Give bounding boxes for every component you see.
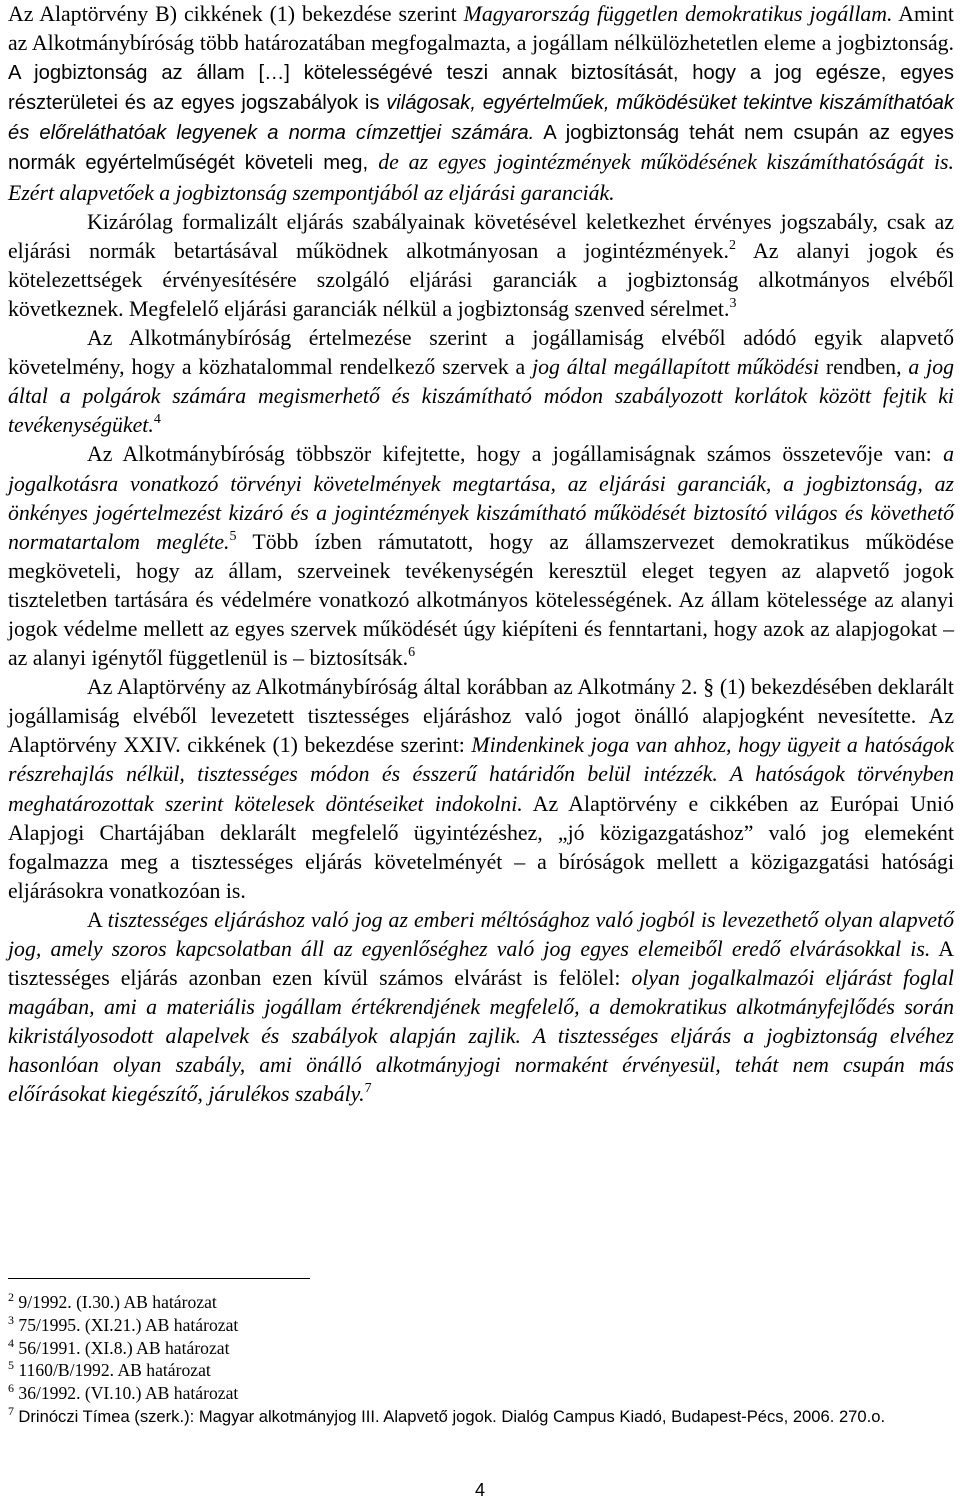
text-run: Kizárólag formalizált eljárás szabályainak követésével keletkezhet érvényes jogszabály, csak az eljárási normák betartásával működnek alkotmányosan a jogintézmények. [8,209,954,263]
footnote-ref: 2 [729,237,736,253]
text-run: A jogbiztonság az állam […] kötelességévé teszi annak biztosítását, hogy a jog egésze, egyes részterületei és az egyes jogszabályok is [8,62,954,115]
text-run: Az Alkotmánybíróság többször kifejtette, hogy a jogállamiságnak számos összetevője van: [87,442,944,467]
footnote-number: 6 [8,1381,14,1396]
footnote [8,1359,954,1382]
text-run: világosak, egyértelműek, működésüket tekintve kiszámíthatóak és előreláthatóak legyenek a norma címzettjei számára. [8,92,954,145]
footnote-ref: 6 [408,645,416,661]
paragraph-2 [8,208,954,324]
paragraph-4 [8,440,954,673]
paragraph-1 [8,0,954,208]
paragraph-5 [8,673,954,906]
footnote-number: 3 [8,1312,14,1327]
paragraph-6 [8,906,954,1110]
footnote-text: 56/1991. (XI.8.) AB határozat [18,1337,230,1358]
footnote-ref: 4 [153,412,161,428]
text-run: Magyarország független demokratikus jogállam. [463,2,893,26]
footnote-number: 2 [8,1290,14,1304]
footnote-ref: 3 [729,295,737,311]
text-run: Az Alaptörvény e cikkében az Európai Unió Alapjogi Chartájában deklarált megfelelő ügyintézéshez, „jó közigazgatáshoz” való jog elemeként fogalmazza meg a tisztességes eljárás követelményét – a bíróságok mellett a közigazgatási hatósági eljárásokra vonatkozóan is. [8,791,954,903]
text-run: rendben, [819,355,909,380]
text-run: de az egyes jogintézmények működésének kiszámíthatóságát is. Ezért alapvetőek a jogbiztonság szempontjából az eljárási garanciák. [8,150,954,205]
footnote-number: 7 [8,1403,14,1418]
footnote [8,1405,954,1429]
footnote-number: 5 [8,1358,14,1373]
footnote-separator [8,1278,310,1279]
footnote [8,1291,954,1314]
footnote-text: 1160/B/1992. AB határozat [18,1360,211,1381]
text-run: olyan jogalkalmazói eljárást foglal magában, ami a materiális jogállam értékrendjének megfelelő, a demokratikus alkotmányfejlődés során kikristályosodott alapelvek és szabályok alapján zajlik. A tisztességes eljárás a jogbiztonság elvéhez hasonlóan olyan szabály, ami önálló alkotmányjogi normaként érvényesül, tehát nem csupán más előírásokat kiegészítő, járulékos szabály. [8,966,954,1107]
text-run: Az alanyi jogok és kötelezettségek érvényesítésére szolgáló eljárási garanciák a jogbiztonság alkotmányos elvéből következnek. Megfelelő eljárási garanciák nélkül a jogbiztonság szenved sérelmet. [8,238,954,321]
document-body [8,0,954,1110]
footnote-text: 9/1992. (I.30.) AB határozat [18,1292,217,1312]
text-run: Több ízben rámutatott, hogy az államszervezet demokratikus működése megköveteli, hogy az állam, szerveinek tevékenységén keresztül eleget tegyen az alapvető jogok tiszteletben tartására és védelmére vonatkozó alkotmányos kötelességének. Az állam kötelessége az alanyi jogok védelme mellett az egyes szervek működését úgy kiépíteni és fenntartani, hogy azok az alapjogokat – az alanyi igénytől függetlenül is – biztosítsák. [8,529,954,671]
footnote [8,1382,954,1405]
footnote [8,1337,954,1360]
text-run: A tisztességes eljárás azonban ezen kívül számos elvárást is felölel: [8,937,954,991]
text-run: Az Alaptörvény az Alkotmánybíróság által korábban az Alkotmány 2. § (1) bekezdésében deklarált jogállamiság elvéből levezetett tisztességes eljáráshoz való jogot önálló alapjogként nevesítette. Az Alaptörvény XXIV. cikkének (1) bekezdése szerint: [8,675,954,758]
footnote-text: 36/1992. (VI.10.) AB határozat [18,1383,239,1404]
footnotes [8,1291,954,1429]
footnote-text: 75/1995. (XI.21.) AB határozat [18,1314,239,1335]
text-run: jog által megállapított működési [532,355,820,380]
page-number: 4 [474,1480,485,1500]
text-run: Az Alkotmánybíróság értelmezése szerint a jogállamiság elvéből adódó egyik alapvető követelmény, hogy a közhatalommal rendelkező szervek a [8,326,954,380]
paragraph-3 [8,324,954,440]
footnote-text: Drinóczi Tímea (szerk.): Magyar alkotmányjog III. Alapvető jogok. Dialóg Campus Kiadó, Budapest-Pécs, 2006. 270.o. [18,1406,886,1426]
text-run: A jogbiztonság tehát nem csupán az egyes normák egyértelműségét követeli meg, [8,122,955,175]
text-run: Az Alaptörvény B) cikkének (1) bekezdése szerint [8,2,464,26]
text-run: tisztességes eljáráshoz való jog az emberi méltósághoz való jogból is levezethető olyan alapvető jog, amely szoros kapcsolatban áll az egyenlőséghez való jog egyes elemeiből eredő elvárásokkal is. [8,907,954,961]
text-run: Amint az Alkotmánybíróság több határozatában megfogalmazta, a jogállam nélkülözhetetlen eleme a jogbiztonság. [8,2,954,56]
footnote-number: 4 [8,1335,14,1350]
footnote-ref: 7 [364,1081,372,1097]
footnote [8,1314,954,1337]
footnote-ref: 5 [229,528,237,544]
text-run: a jogalkotásra vonatkozó törvényi követelmények megtartása, az eljárási garanciák, a jogbiztonság, az önkényes jogértelmezést kizáró és a jogintézmények kiszámítható működését biztosító világos és követhető normatartalom megléte. [8,442,954,554]
text-run: Mindenkinek joga van ahhoz, hogy ügyeit a hatóságok részrehajlás nélkül, tisztességes módon és ésszerű határidőn belül intézzék. A hatóságok törvényben meghatározottak szerint kötelesek döntéseiket indokolni. [8,733,954,816]
text-run: A [87,907,108,932]
text-run: a jog által a polgárok számára megismerhető és kiszámítható módon szabályozott korlátok között fejtik ki tevékenységüket. [8,355,954,438]
